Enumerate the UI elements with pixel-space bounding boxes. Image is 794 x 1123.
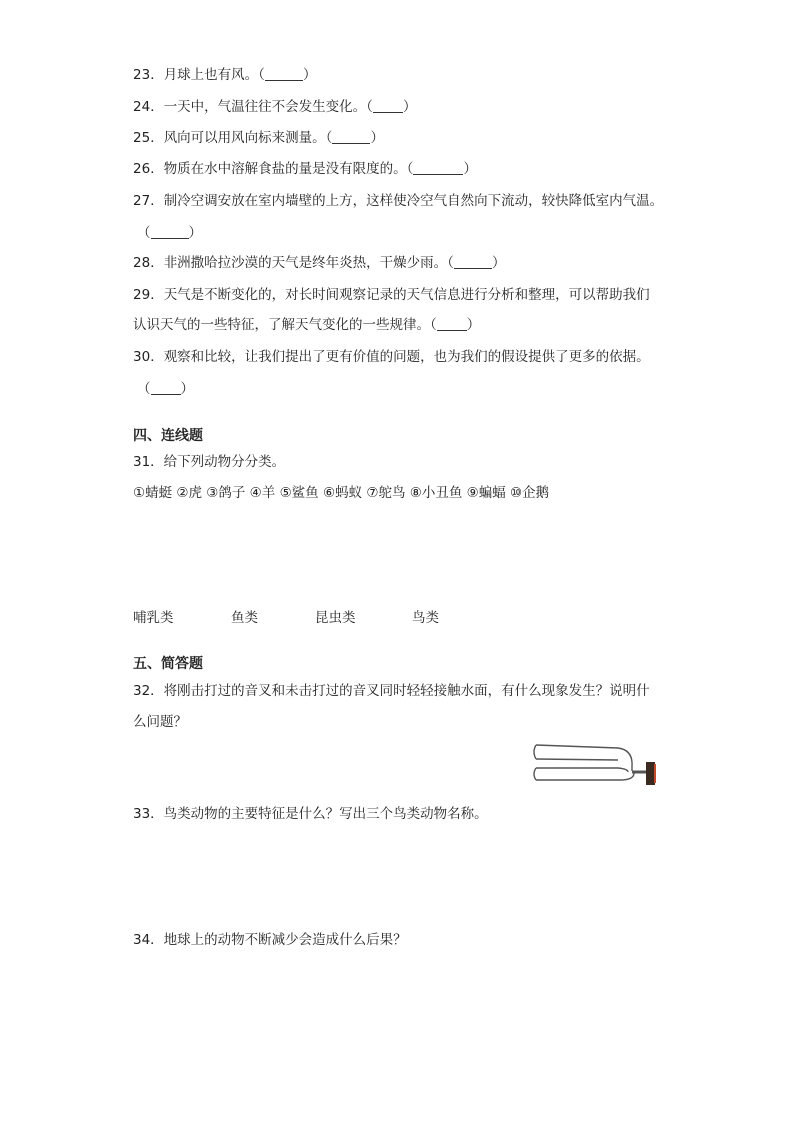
question-29-cont: 认识天气的一些特征，了解天气变化的一些规律。（ ）: [133, 317, 481, 333]
question-26: 26．物质在水中溶解食盐的量是没有限度的。（ ）: [133, 161, 477, 177]
question-23: 23．月球上也有风。（ ）: [133, 67, 317, 83]
answer-blank[interactable]: [265, 67, 303, 81]
question-24: 24．一天中，气温往往不会发生变化。（ ）: [133, 99, 417, 115]
question-31: 31．给下列动物分分类。: [133, 454, 286, 470]
question-34: 34．地球上的动物不断减少会造成什么后果？: [133, 932, 407, 948]
question-25: 25．风向可以用风向标来测量。（ ）: [133, 130, 384, 146]
answer-blank[interactable]: [413, 161, 463, 175]
question-32: 32．将刚击打过的音叉和未击打过的音叉同时轻轻接触水面，有什么现象发生？说明什: [133, 683, 650, 699]
category-bird: 鸟类: [412, 610, 439, 626]
question-27: 27．制冷空调安放在室内墙壁的上方，这样使冷空气自然向下流动，较快降低室内气温。: [133, 193, 664, 209]
category-insect: 昆虫类: [315, 610, 356, 626]
question-32-cont: 么问题？: [133, 714, 187, 730]
section-4-title: 四、连线题: [133, 428, 203, 444]
answer-blank[interactable]: [151, 225, 189, 239]
section-5-title: 五、简答题: [133, 656, 203, 672]
answer-blank[interactable]: [332, 130, 370, 144]
question-33: 33．鸟类动物的主要特征是什么？写出三个鸟类动物名称。: [133, 806, 488, 822]
question-30: 30．观察和比较，让我们提出了更有价值的问题，也为我们的假设提供了更多的依据。: [133, 349, 650, 365]
category-mammal: 哺乳类: [133, 610, 174, 626]
category-fish: 鱼类: [231, 610, 258, 626]
question-28: 28．非洲撒哈拉沙漠的天气是终年炎热，干燥少雨。（ ）: [133, 255, 506, 271]
question-30-cont: （ ）: [137, 381, 194, 397]
answer-blank[interactable]: [151, 381, 181, 395]
answer-blank[interactable]: [373, 99, 403, 113]
answer-blank[interactable]: [437, 317, 467, 331]
answer-blank[interactable]: [454, 255, 492, 269]
question-29: 29．天气是不断变化的，对长时间观察记录的天气信息进行分析和整理，可以帮助我们: [133, 287, 650, 303]
animal-list: ①蜻蜓 ②虎 ③鸽子 ④羊 ⑤鲨鱼 ⑥蚂蚁 ⑦鸵鸟 ⑧小丑鱼 ⑨蝙蝠 ⑩企鹅: [133, 485, 550, 501]
question-27-cont: （ ）: [137, 225, 202, 241]
tuning-fork-icon: [528, 742, 660, 794]
